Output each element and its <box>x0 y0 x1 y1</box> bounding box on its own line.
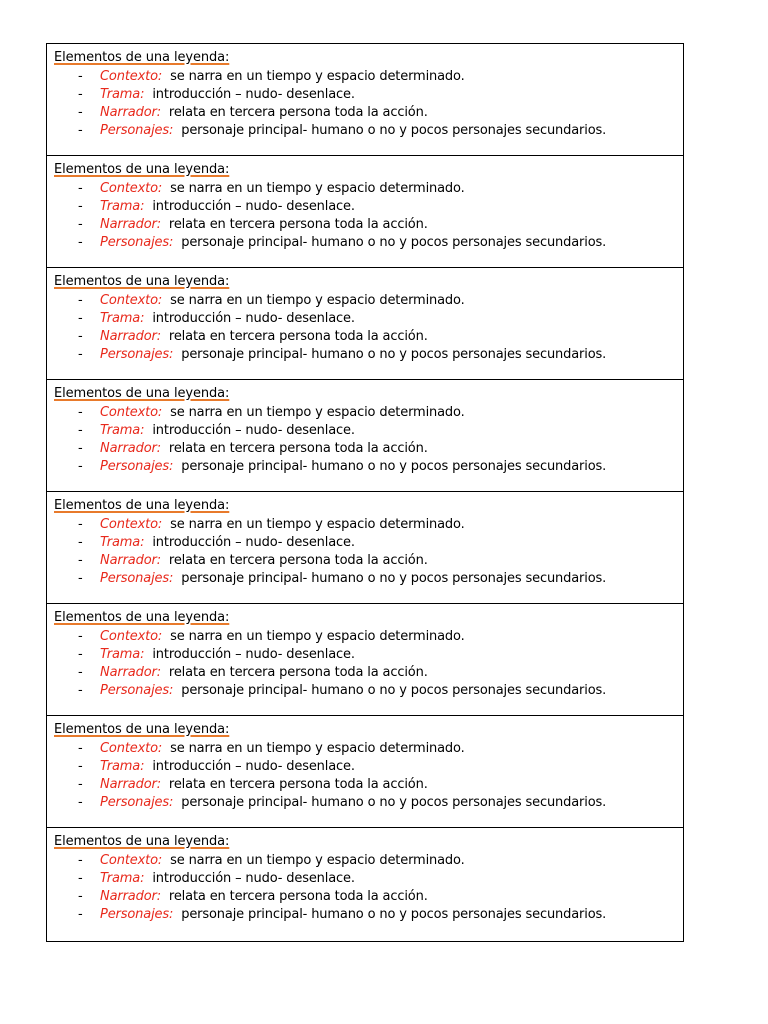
legend-card <box>47 492 683 604</box>
legend-cards-table <box>46 43 684 942</box>
dash-bullet: - <box>78 553 83 568</box>
element-term: Narrador: <box>100 105 161 120</box>
element-description: relata en tercera persona toda la acción. <box>168 105 428 120</box>
element-term: Personajes: <box>100 235 174 250</box>
dash-bullet: - <box>78 235 83 250</box>
dash-bullet: - <box>78 69 83 84</box>
list-item <box>54 776 683 794</box>
list-item <box>54 422 683 440</box>
legend-card <box>47 268 683 380</box>
dash-bullet: - <box>78 87 83 102</box>
element-term: Trama: <box>100 311 145 326</box>
dash-bullet: - <box>78 741 83 756</box>
elements-list <box>54 516 683 588</box>
dash-bullet: - <box>78 217 83 232</box>
list-item <box>54 570 683 588</box>
element-description: relata en tercera persona toda la acción. <box>168 217 428 232</box>
element-term: Contexto: <box>100 69 163 84</box>
card-title: Elementos de una leyenda: <box>54 610 230 625</box>
element-term: Trama: <box>100 423 145 438</box>
dash-bullet: - <box>78 777 83 792</box>
element-term: Personajes: <box>100 347 174 362</box>
element-term: Contexto: <box>100 741 163 756</box>
list-item <box>54 552 683 570</box>
element-term: Narrador: <box>100 553 161 568</box>
element-description: personaje principal- humano o no y pocos personajes secundarios. <box>181 123 607 138</box>
legend-card <box>47 828 683 942</box>
element-description: introducción – nudo- desenlace. <box>152 871 355 886</box>
element-term: Contexto: <box>100 293 163 308</box>
element-term: Personajes: <box>100 795 174 810</box>
element-description: introducción – nudo- desenlace. <box>152 647 355 662</box>
list-item <box>54 740 683 758</box>
list-item <box>54 888 683 906</box>
dash-bullet: - <box>78 889 83 904</box>
dash-bullet: - <box>78 199 83 214</box>
element-term: Narrador: <box>100 777 161 792</box>
list-item <box>54 440 683 458</box>
element-description: relata en tercera persona toda la acción. <box>168 441 428 456</box>
elements-list <box>54 180 683 252</box>
element-term: Trama: <box>100 871 145 886</box>
list-item <box>54 234 683 252</box>
list-item <box>54 794 683 812</box>
element-term: Narrador: <box>100 217 161 232</box>
element-description: relata en tercera persona toda la acción. <box>168 553 428 568</box>
list-item <box>54 534 683 552</box>
element-description: relata en tercera persona toda la acción. <box>168 329 428 344</box>
element-term: Trama: <box>100 759 145 774</box>
element-term: Contexto: <box>100 405 163 420</box>
list-item <box>54 310 683 328</box>
list-item <box>54 516 683 534</box>
dash-bullet: - <box>78 571 83 586</box>
element-term: Trama: <box>100 87 145 102</box>
legend-card <box>47 604 683 716</box>
dash-bullet: - <box>78 647 83 662</box>
element-description: personaje principal- humano o no y pocos personajes secundarios. <box>181 347 607 362</box>
element-description: se narra en un tiempo y espacio determinado. <box>170 741 465 756</box>
element-term: Personajes: <box>100 907 174 922</box>
card-title: Elementos de una leyenda: <box>54 498 230 513</box>
dash-bullet: - <box>78 517 83 532</box>
element-term: Contexto: <box>100 853 163 868</box>
card-title: Elementos de una leyenda: <box>54 722 230 737</box>
element-description: se narra en un tiempo y espacio determinado. <box>170 293 465 308</box>
element-term: Trama: <box>100 535 145 550</box>
element-term: Contexto: <box>100 181 163 196</box>
element-description: introducción – nudo- desenlace. <box>152 759 355 774</box>
dash-bullet: - <box>78 181 83 196</box>
legend-card <box>47 716 683 828</box>
list-item <box>54 104 683 122</box>
element-description: relata en tercera persona toda la acción. <box>168 777 428 792</box>
elements-list <box>54 852 683 924</box>
list-item <box>54 458 683 476</box>
dash-bullet: - <box>78 311 83 326</box>
element-description: introducción – nudo- desenlace. <box>152 199 355 214</box>
element-term: Personajes: <box>100 571 174 586</box>
element-term: Narrador: <box>100 889 161 904</box>
element-description: introducción – nudo- desenlace. <box>152 423 355 438</box>
dash-bullet: - <box>78 459 83 474</box>
elements-list <box>54 740 683 812</box>
element-term: Trama: <box>100 647 145 662</box>
element-description: personaje principal- humano o no y pocos personajes secundarios. <box>181 795 607 810</box>
element-term: Personajes: <box>100 123 174 138</box>
element-term: Personajes: <box>100 683 174 698</box>
element-description: relata en tercera persona toda la acción. <box>168 889 428 904</box>
card-title: Elementos de una leyenda: <box>54 386 230 401</box>
dash-bullet: - <box>78 329 83 344</box>
dash-bullet: - <box>78 871 83 886</box>
element-description: se narra en un tiempo y espacio determinado. <box>170 181 465 196</box>
element-term: Narrador: <box>100 329 161 344</box>
list-item <box>54 86 683 104</box>
list-item <box>54 216 683 234</box>
list-item <box>54 664 683 682</box>
element-description: personaje principal- humano o no y pocos personajes secundarios. <box>181 907 607 922</box>
list-item <box>54 180 683 198</box>
dash-bullet: - <box>78 759 83 774</box>
legend-card <box>47 44 683 156</box>
dash-bullet: - <box>78 423 83 438</box>
list-item <box>54 346 683 364</box>
list-item <box>54 646 683 664</box>
list-item <box>54 628 683 646</box>
dash-bullet: - <box>78 795 83 810</box>
elements-list <box>54 628 683 700</box>
element-term: Narrador: <box>100 665 161 680</box>
element-description: introducción – nudo- desenlace. <box>152 87 355 102</box>
element-term: Trama: <box>100 199 145 214</box>
element-description: relata en tercera persona toda la acción. <box>168 665 428 680</box>
dash-bullet: - <box>78 907 83 922</box>
card-title: Elementos de una leyenda: <box>54 50 230 65</box>
list-item <box>54 906 683 924</box>
dash-bullet: - <box>78 665 83 680</box>
element-description: se narra en un tiempo y espacio determinado. <box>170 629 465 644</box>
element-description: personaje principal- humano o no y pocos personajes secundarios. <box>181 571 607 586</box>
element-description: se narra en un tiempo y espacio determinado. <box>170 517 465 532</box>
dash-bullet: - <box>78 853 83 868</box>
list-item <box>54 758 683 776</box>
dash-bullet: - <box>78 105 83 120</box>
list-item <box>54 122 683 140</box>
list-item <box>54 870 683 888</box>
card-title: Elementos de una leyenda: <box>54 834 230 849</box>
element-term: Contexto: <box>100 629 163 644</box>
element-description: introducción – nudo- desenlace. <box>152 311 355 326</box>
element-description: personaje principal- humano o no y pocos personajes secundarios. <box>181 683 607 698</box>
dash-bullet: - <box>78 123 83 138</box>
list-item <box>54 328 683 346</box>
elements-list <box>54 404 683 476</box>
element-description: se narra en un tiempo y espacio determinado. <box>170 853 465 868</box>
dash-bullet: - <box>78 347 83 362</box>
dash-bullet: - <box>78 535 83 550</box>
card-title: Elementos de una leyenda: <box>54 162 230 177</box>
list-item <box>54 404 683 422</box>
element-description: personaje principal- humano o no y pocos personajes secundarios. <box>181 235 607 250</box>
dash-bullet: - <box>78 441 83 456</box>
dash-bullet: - <box>78 629 83 644</box>
elements-list <box>54 68 683 140</box>
elements-list <box>54 292 683 364</box>
element-description: se narra en un tiempo y espacio determinado. <box>170 405 465 420</box>
element-description: personaje principal- humano o no y pocos personajes secundarios. <box>181 459 607 474</box>
card-title: Elementos de una leyenda: <box>54 274 230 289</box>
element-term: Contexto: <box>100 517 163 532</box>
dash-bullet: - <box>78 405 83 420</box>
list-item <box>54 852 683 870</box>
list-item <box>54 198 683 216</box>
dash-bullet: - <box>78 293 83 308</box>
element-description: se narra en un tiempo y espacio determinado. <box>170 69 465 84</box>
element-term: Narrador: <box>100 441 161 456</box>
element-term: Personajes: <box>100 459 174 474</box>
list-item <box>54 682 683 700</box>
legend-card <box>47 380 683 492</box>
legend-card <box>47 156 683 268</box>
list-item <box>54 292 683 310</box>
dash-bullet: - <box>78 683 83 698</box>
element-description: introducción – nudo- desenlace. <box>152 535 355 550</box>
list-item <box>54 68 683 86</box>
